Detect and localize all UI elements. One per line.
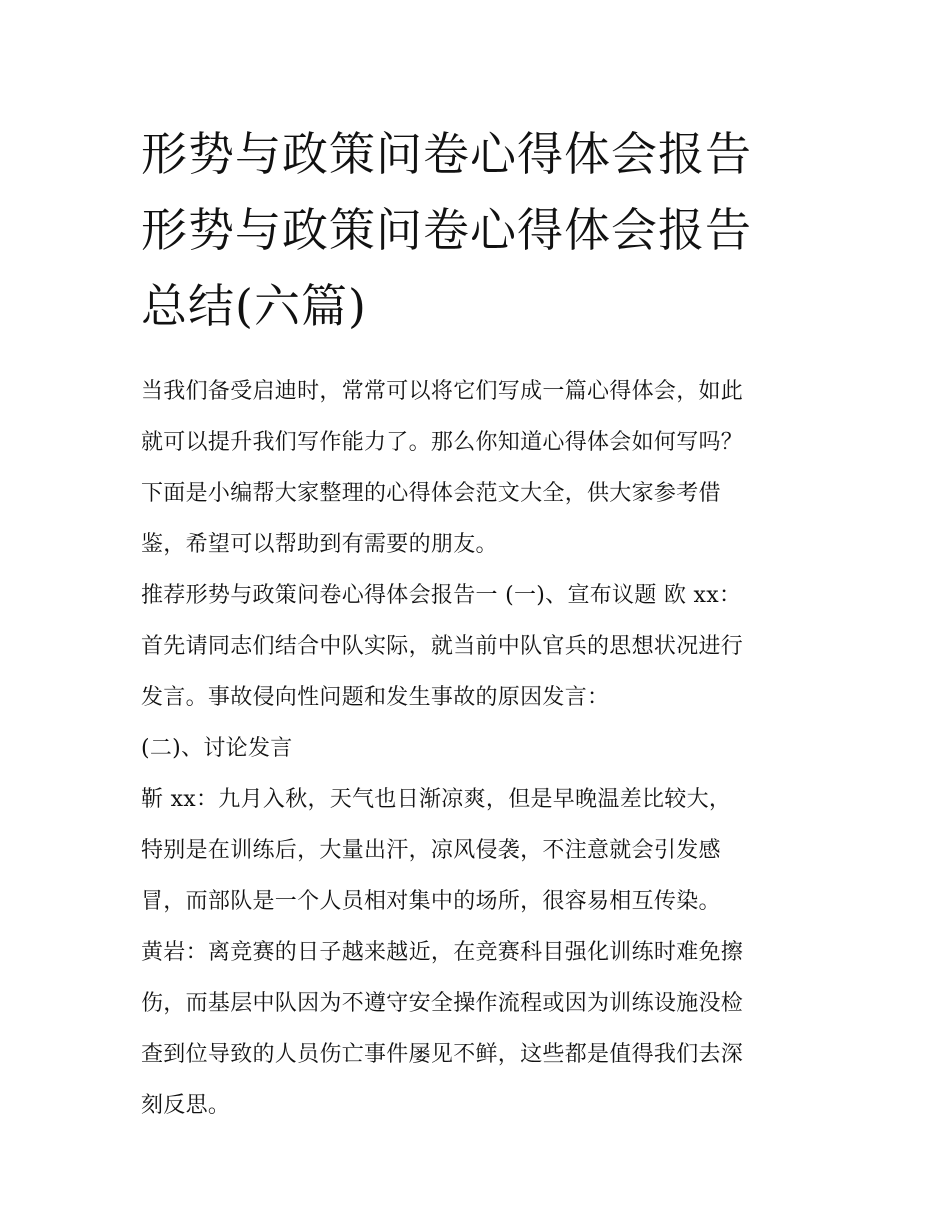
document-page bbox=[141, 116, 821, 1131]
text-line: 发言。事故侵向性问题和发生事故的原因发言： bbox=[141, 685, 610, 710]
text-line: 推荐形势与政策问卷心得体会报告一 (一)、宣布议题 欧 xx： bbox=[141, 583, 742, 608]
paragraph-speaker-jin bbox=[141, 774, 821, 927]
text-line: 伤，而基层中队因为不遵守安全操作流程或因为训练设施没检 bbox=[141, 991, 744, 1016]
paragraph-agenda bbox=[141, 570, 821, 723]
text-line: 冒，而部队是一个人员相对集中的场所，很容易相互传染。 bbox=[141, 889, 721, 914]
document-body bbox=[141, 366, 821, 1131]
title-line: 形势与政策问卷心得体会报告 bbox=[141, 127, 752, 181]
text-line: 当我们备受启迪时，常常可以将它们写成一篇心得体会，如此 bbox=[141, 379, 744, 404]
paragraph-discussion-heading bbox=[141, 723, 821, 774]
text-line: 靳 xx：九月入秋，天气也日渐凉爽，但是早晚温差比较大， bbox=[141, 787, 732, 812]
text-line: (二)、讨论发言 bbox=[141, 736, 293, 761]
paragraph-speaker-huang bbox=[141, 927, 821, 1131]
text-line: 黄岩：离竞赛的日子越来越近，在竞赛科目强化训练时难免擦 bbox=[141, 940, 744, 965]
document-title bbox=[141, 116, 821, 344]
text-line: 查到位导致的人员伤亡事件屡见不鲜，这些都是值得我们去深 bbox=[141, 1042, 744, 1067]
title-line: 形势与政策问卷心得体会报告 bbox=[141, 203, 752, 257]
text-line: 鉴，希望可以帮助到有需要的朋友。 bbox=[141, 532, 498, 557]
text-line: 特别是在训练后，大量出汗，凉风侵袭，不注意就会引发感 bbox=[141, 838, 721, 863]
paragraph-intro bbox=[141, 366, 821, 570]
text-line: 下面是小编帮大家整理的心得体会范文大全，供大家参考借 bbox=[141, 481, 721, 506]
text-line: 刻反思。 bbox=[141, 1093, 231, 1118]
title-line: 总结(六篇) bbox=[141, 279, 367, 333]
text-line: 就可以提升我们写作能力了。那么你知道心得体会如何写吗？ bbox=[141, 430, 744, 455]
text-line: 首先请同志们结合中队实际，就当前中队官兵的思想状况进行 bbox=[141, 634, 744, 659]
